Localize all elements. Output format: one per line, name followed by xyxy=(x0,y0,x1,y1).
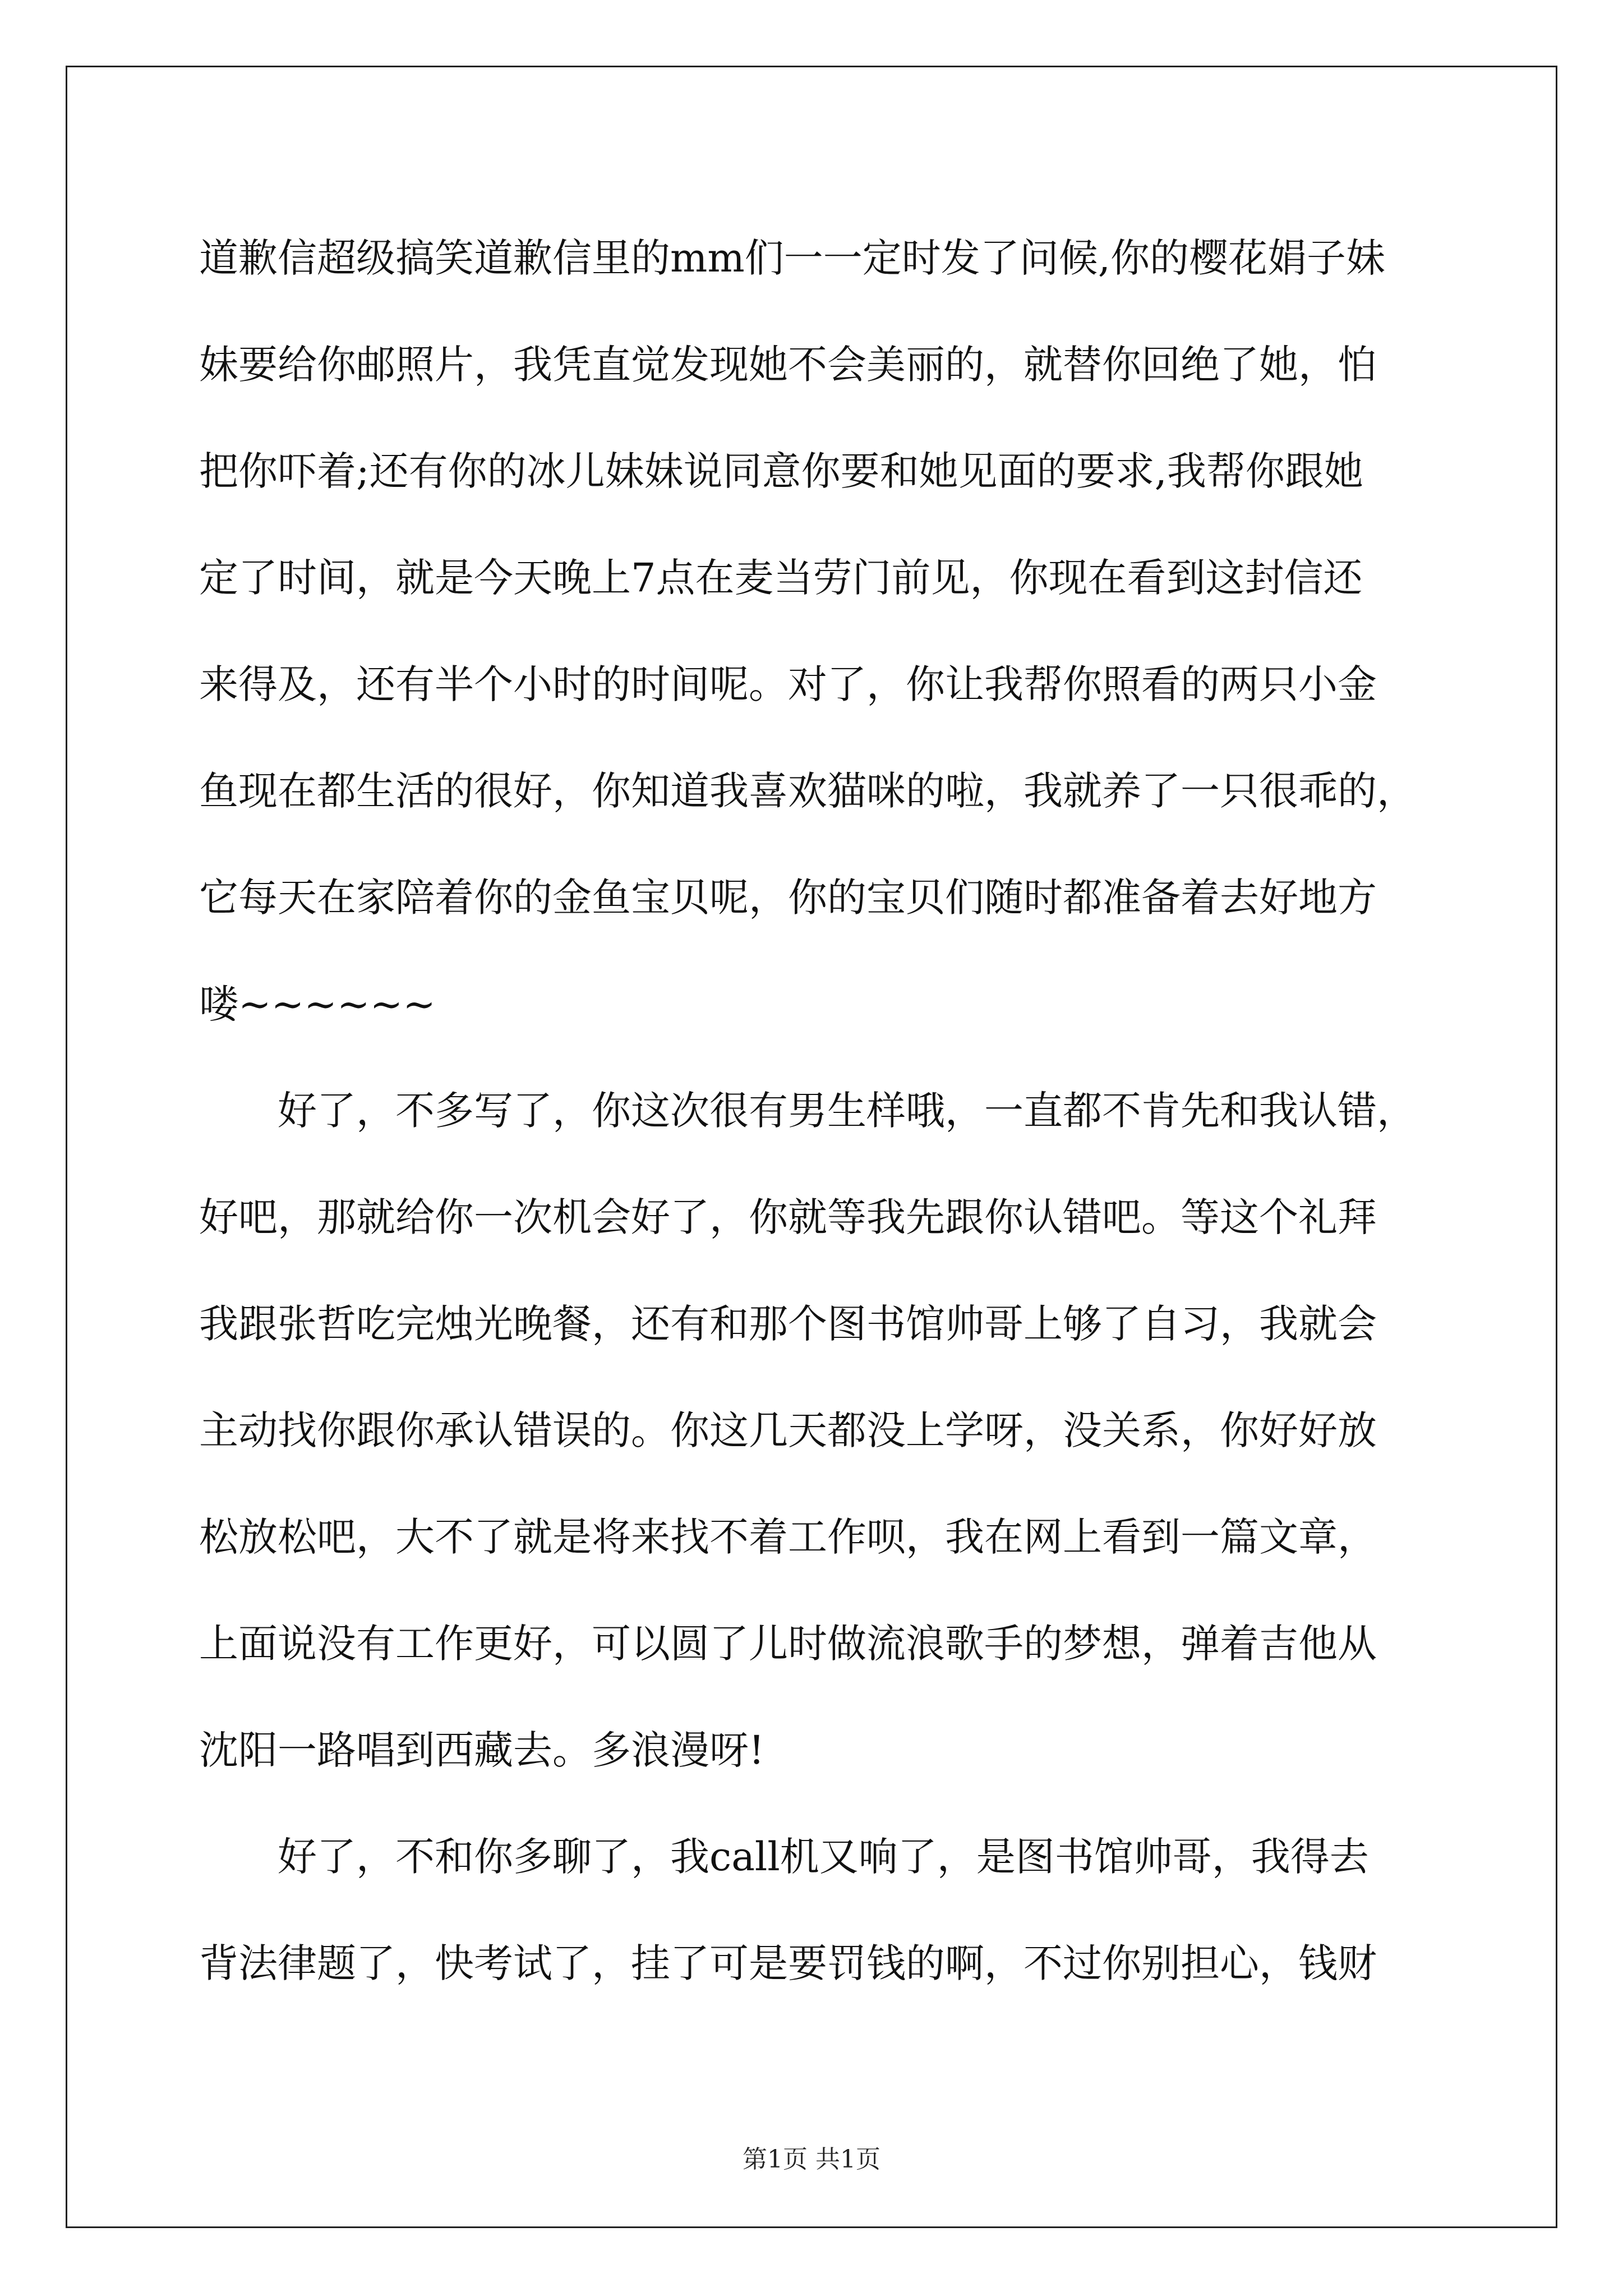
paragraph-start-line: 好了，不多写了，你这次很有男生样哦，一直都不肯先和我认错， xyxy=(278,1088,1416,1134)
text-line: 上面说没有工作更好，可以圆了儿时做流浪歌手的梦想，弹着吉他从 xyxy=(199,1621,1377,1667)
text-line: 来得及，还有半个小时的时间呢。对了，你让我帮你照看的两只小金 xyxy=(199,661,1377,707)
text-line: 道歉信超级搞笑道歉信里的mm们一一定时发了问候,你的樱花娟子妹 xyxy=(199,235,1386,281)
text-line: 鱼现在都生活的很好，你知道我喜欢猫咪的啦，我就养了一只很乖的， xyxy=(199,768,1416,814)
paragraph-start-line: 好了，不和你多聊了，我call机又响了，是图书馆帅哥，我得去 xyxy=(278,1834,1369,1880)
text-line: 把你吓着;还有你的冰儿妹妹说同意你要和她见面的要求,我帮你跟她 xyxy=(199,448,1363,494)
text-line: 背法律题了，快考试了，挂了可是要罚钱的啊，不过你别担心，钱财 xyxy=(199,1940,1377,1986)
text-line: 妹要给你邮照片，我凭直觉发现她不会美丽的，就替你回绝了她，怕 xyxy=(199,342,1377,388)
text-line: 沈阳一路唱到西藏去。多浪漫呀! xyxy=(199,1727,765,1773)
text-line: 它每天在家陪着你的金鱼宝贝呢，你的宝贝们随时都准备着去好地方 xyxy=(199,875,1377,921)
document-body xyxy=(199,205,1427,2017)
text-line: 好吧，那就给你一次机会好了，你就等我先跟你认错吧。等这个礼拜 xyxy=(199,1194,1377,1240)
text-line: 主动找你跟你承认错误的。你这几天都没上学呀，没关系，你好好放 xyxy=(199,1407,1377,1453)
text-line: 松放松吧，大不了就是将来找不着工作呗，我在网上看到一篇文章， xyxy=(199,1514,1377,1560)
text-line: 我跟张哲吃完烛光晚餐，还有和那个图书馆帅哥上够了自习，我就会 xyxy=(199,1301,1377,1347)
text-line: 定了时间，就是今天晚上7点在麦当劳门前见，你现在看到这封信还 xyxy=(199,555,1363,601)
text-line: 喽~~~~~~ xyxy=(199,981,436,1027)
page-number-footer: 第1页 共1页 xyxy=(743,2145,880,2174)
